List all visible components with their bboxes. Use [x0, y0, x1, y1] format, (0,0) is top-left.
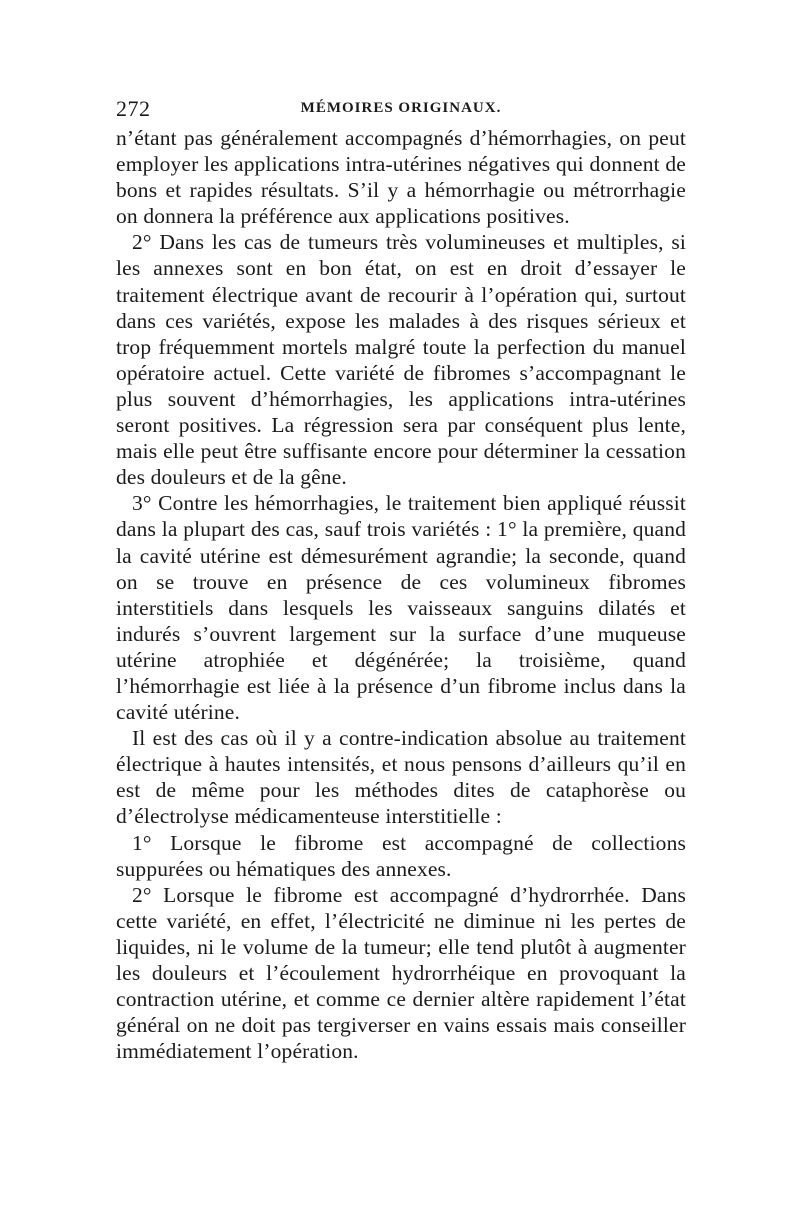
paragraph-tumeurs-volumineuses: 2° Dans les cas de tumeurs très volumineuses et multiples, si les annexes sont en bon état, on est en droit d’essayer le traitement électrique avant de recourir à l’opération qui, surtout dans ces variétés, expose les malades à des risques sérieux et trop fréquemment mortels malgré toute la perfection du manuel opératoire actuel. Cette variété de fibromes s’accompagnant le plus souvent d’hémorrhagies, les applications intra-utérines seront positives. La régression sera par conséquent plus lente, mais elle peut être suffisante encore pour déterminer la cessation des douleurs et de la gêne.	[116, 230, 686, 490]
paragraph-contre-indication: Il est des cas où il y a contre-indication absolue au traitement électrique à hautes intensités, et nous pensons d’ailleurs qu’il en est de même pour les méthodes dites de cataphorèse ou d’électrolyse médicamenteuse interstitielle :	[116, 726, 686, 829]
paragraph-hemorrhagies: 3° Contre les hémorrhagies, le traitement bien appliqué réussit dans la plupart des cas, sauf trois variétés : 1° la première, quand la cavité utérine est démesurément agrandie; la seconde, quand on se trouve en présence de ces volumineux fibromes interstitiels dans lesquels les vaisseaux sanguins dilatés et indurés s’ouvrent largement sur la surface d’une muqueuse utérine atrophiée et dégénérée; la troisième, quand l’hémorrhagie est liée à la présence d’un fibrome inclus dans la cavité utérine.	[116, 491, 686, 725]
paragraph-hydrorrhee: 2° Lorsque le fibrome est accompagné d’hydrorrhée. Dans cette variété, en effet, l’électricité ne diminue ni les pertes de liquides, ni le volume de la tumeur; elle tend plutôt à augmenter les douleurs et l’écoulement hydrorrhéique en provoquant la contraction utérine, et comme ce dernier altère rapidement l’état général on ne doit pas tergiverser en vains essais mais conseiller immédiatement l’opération.	[116, 882, 686, 1064]
running-title: MÉMOIRES ORIGINAUX.	[300, 100, 502, 116]
running-head	[116, 96, 686, 126]
paragraph-collections-suppurees: 1° Lorsque le fibrome est accompagné de collections suppurées ou hématiques des annexes.	[116, 830, 686, 881]
text-body	[116, 125, 686, 1064]
page-number: 272	[116, 96, 151, 121]
paragraph-continuation: n’étant pas généralement accompagnés d’hémorrhagies, on peut employer les applications intra-utérines négatives qui donnent de bons et rapides résultats. S’il y a hémorrhagie ou métrorrhagie on donnera la préférence aux applications positives.	[116, 126, 686, 229]
